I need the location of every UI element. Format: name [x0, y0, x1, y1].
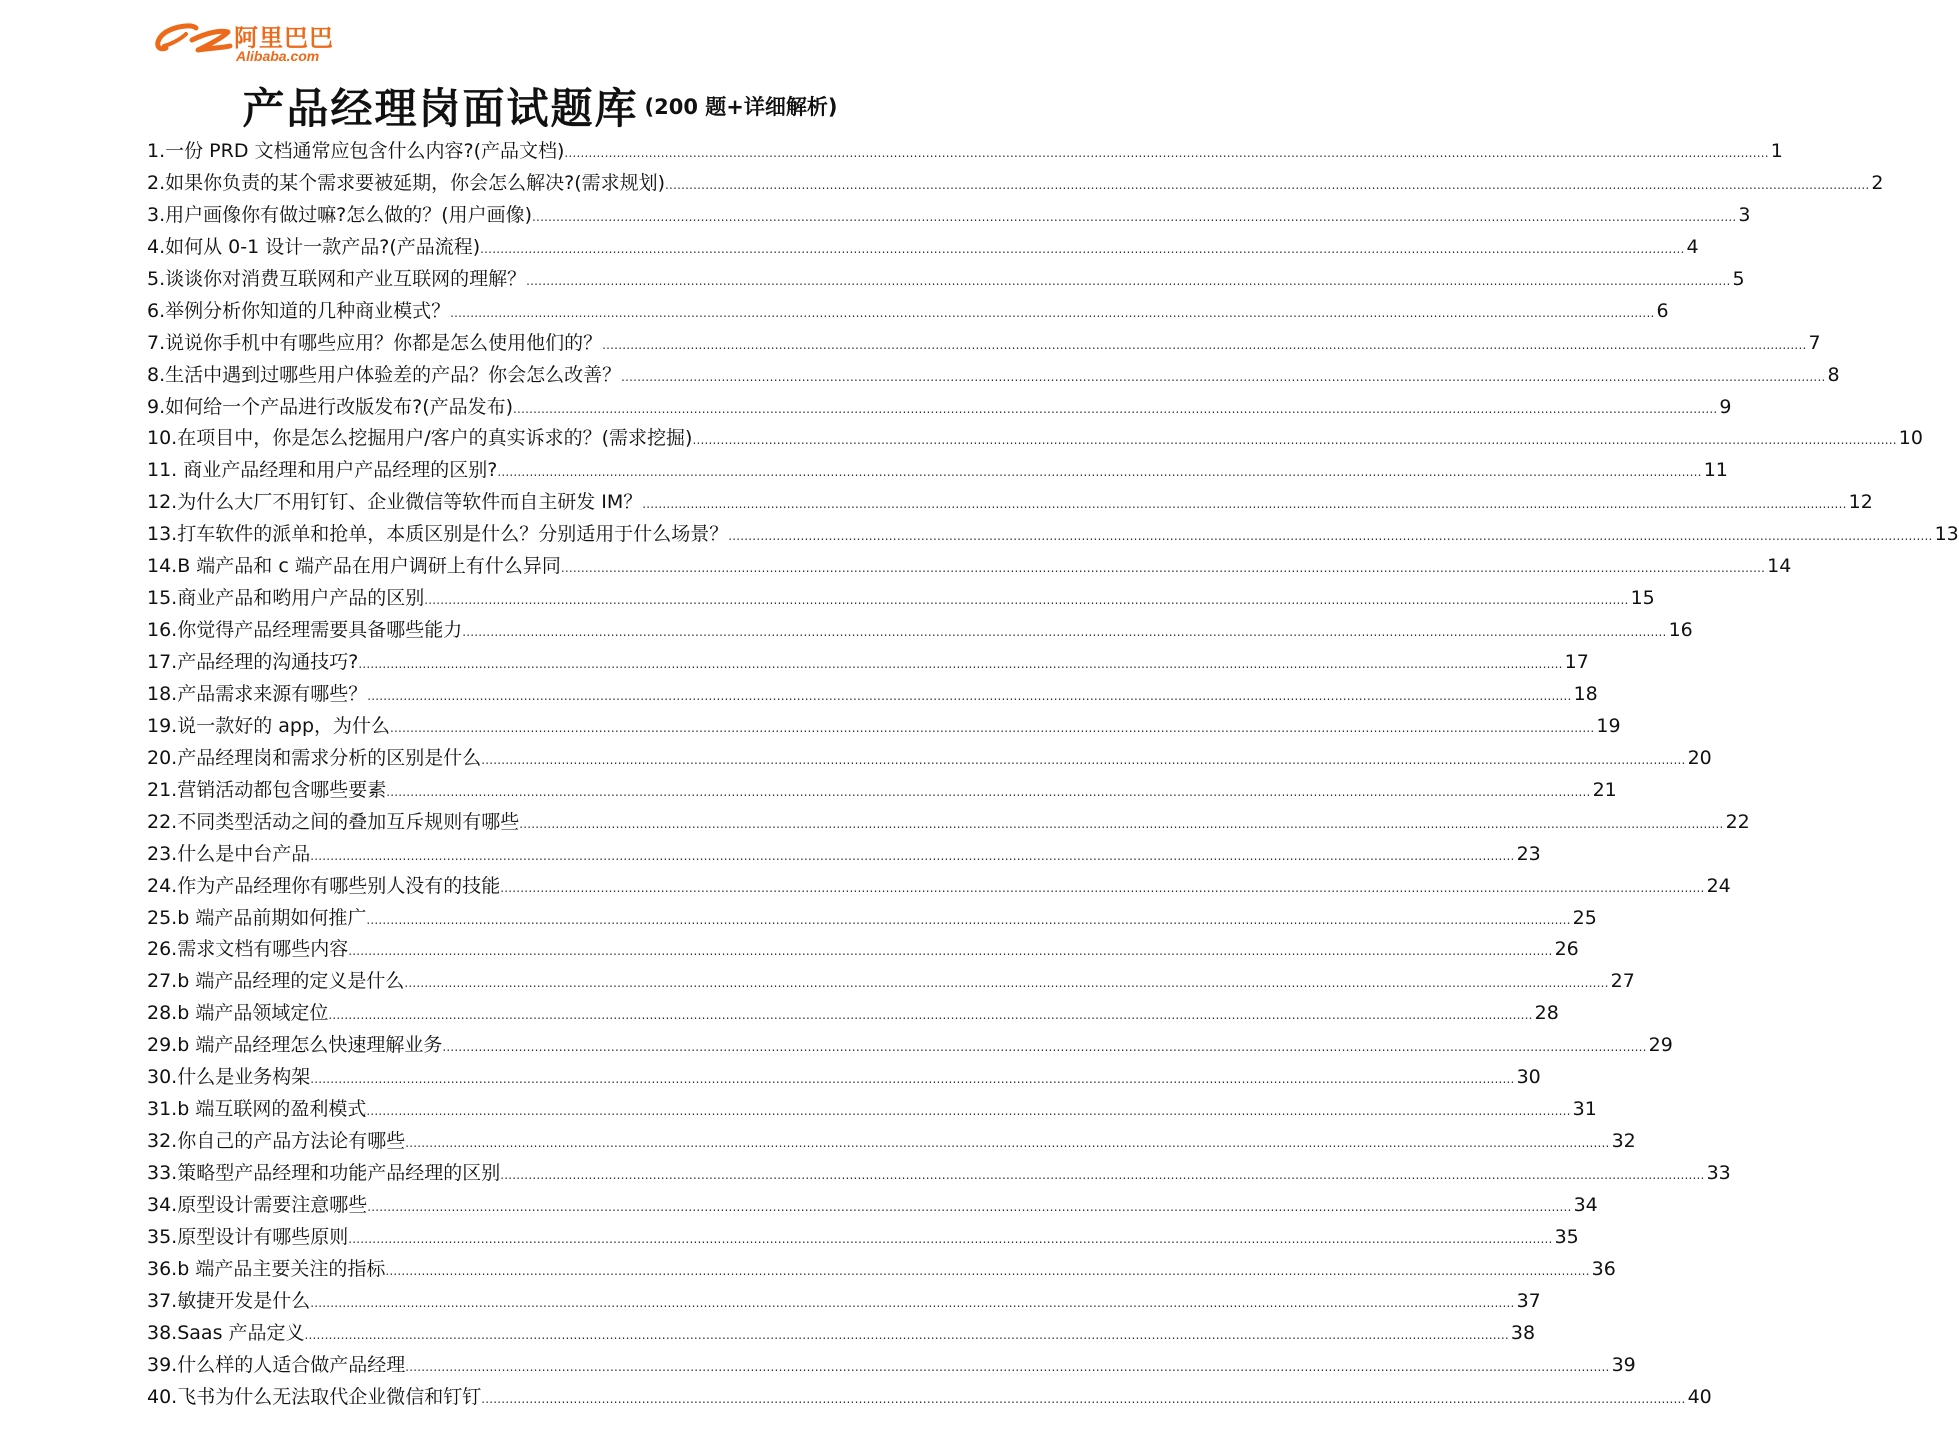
- toc-item-title: 2.如果你负责的某个需求要被延期，你会怎么解决?(需求规划): [147, 171, 666, 194]
- toc-item[interactable]: [147, 1030, 1673, 1062]
- toc-page-number: 31: [1572, 1098, 1597, 1121]
- toc-item[interactable]: [147, 1350, 1636, 1382]
- toc-dot-leader: ............................................................................................................................................................................................................................................................................................................: [692, 433, 1897, 448]
- toc-item-title: 4.如何从 0-1 设计一款产品?(产品流程): [147, 235, 481, 258]
- toc-item[interactable]: [147, 487, 1873, 519]
- toc-item[interactable]: [147, 679, 1598, 711]
- toc-item-title: 19.说一款好的 app，为什么: [147, 714, 391, 737]
- toc-dot-leader: ............................................................................................................................................................................................................................................................................................................: [367, 688, 1572, 703]
- toc-item-title: 24.作为产品经理你有哪些别人没有的技能: [147, 874, 501, 897]
- toc-item[interactable]: [147, 168, 1884, 200]
- toc-item-title: 8.生活中遇到过哪些用户体验差的产品？你会怎么改善？: [147, 363, 622, 386]
- toc-item-title: 35.原型设计有哪些原则: [147, 1225, 349, 1248]
- title-subtitle: (200 题+详细解析): [644, 95, 838, 119]
- toc-dot-leader: ............................................................................................................................................................................................................................................................................................................: [358, 657, 1563, 671]
- toc-item[interactable]: [147, 743, 1712, 775]
- toc-item[interactable]: [147, 966, 1635, 998]
- toc-item[interactable]: [147, 328, 1821, 360]
- toc-item[interactable]: [147, 1222, 1579, 1254]
- toc-page-number: 13: [1934, 523, 1959, 546]
- toc-page-number: 40: [1687, 1385, 1712, 1408]
- toc-page-number: 22: [1725, 810, 1750, 833]
- toc-item-title: 34.原型设计需要注意哪些: [147, 1193, 368, 1216]
- toc-dot-leader: ............................................................................................................................................................................................................................................................................................................: [348, 1231, 1553, 1246]
- toc-item-title: 22.不同类型活动之间的叠加互斥规则有哪些: [147, 810, 520, 833]
- toc-dot-leader: ............................................................................................................................................................................................................................................................................................................: [481, 752, 1686, 767]
- toc-item[interactable]: [147, 1254, 1616, 1286]
- toc-page-number: 5: [1732, 267, 1745, 290]
- toc-page-number: 18: [1573, 682, 1598, 705]
- toc-dot-leader: ............................................................................................................................................................................................................................................................................................................: [497, 465, 1702, 480]
- toc-dot-leader: ............................................................................................................................................................................................................................................................................................................: [481, 1391, 1686, 1406]
- toc-dot-leader: ............................................................................................................................................................................................................................................................................................................: [526, 273, 1731, 288]
- toc-item-title: 20.产品经理岗和需求分析的区别是什么: [147, 746, 482, 769]
- toc-item-title: 6.举例分析你知道的几种商业模式？: [147, 299, 451, 322]
- toc-dot-leader: ............................................................................................................................................................................................................................................................................................................: [424, 593, 1629, 608]
- toc-item-title: 3.用户画像你有做过嘛?怎么做的？(用户画像): [147, 203, 533, 226]
- toc-dot-leader: ............................................................................................................................................................................................................................................................................................................: [665, 177, 1870, 192]
- toc-item-title: 5.谈谈你对消费互联网和产业互联网的理解？: [147, 267, 527, 290]
- toc-item[interactable]: [147, 934, 1579, 966]
- toc-page-number: 38: [1510, 1321, 1536, 1344]
- toc-dot-leader: ............................................................................................................................................................................................................................................................................................................: [642, 497, 1847, 512]
- logo-name-cn: 阿里巴巴: [234, 24, 334, 52]
- toc-dot-leader: ............................................................................................................................................................................................................................................................................................................: [519, 816, 1724, 831]
- toc-item-title: 30.什么是业务构架: [147, 1066, 311, 1089]
- toc-item[interactable]: [147, 1158, 1731, 1190]
- toc-item[interactable]: [147, 455, 1728, 487]
- toc-item-title: 1.一份 PRD 文档通常应包含什么内容?(产品文档): [147, 140, 565, 162]
- toc-dot-leader: ............................................................................................................................................................................................................................................................................................................: [513, 401, 1718, 416]
- toc-item-title: 21.营销活动都包含哪些要素: [147, 778, 387, 801]
- toc-item[interactable]: [147, 615, 1693, 647]
- toc-dot-leader: ............................................................................................................................................................................................................................................................................................................: [405, 1136, 1610, 1151]
- toc-dot-leader: ............................................................................................................................................................................................................................................................................................................: [564, 146, 1769, 160]
- toc-item-title: 27.b 端产品经理的定义是什么: [147, 970, 405, 993]
- toc-item-title: 13.打车软件的派单和抢单，本质区别是什么？分别适用于什么场景？: [147, 523, 729, 546]
- toc-item-title: 38.Saas 产品定义: [147, 1321, 305, 1344]
- toc-item[interactable]: [147, 1318, 1536, 1350]
- toc-dot-leader: ............................................................................................................................................................................................................................................................................................................: [310, 1295, 1515, 1310]
- toc-item[interactable]: [147, 647, 1589, 679]
- toc-page-number: 27: [1610, 970, 1635, 993]
- toc-item-title: 37.敏捷开发是什么: [147, 1289, 311, 1312]
- toc-page-number: 29: [1648, 1034, 1673, 1057]
- toc-item[interactable]: [147, 360, 1840, 392]
- toc-item-title: 32.你自己的产品方法论有哪些: [147, 1130, 406, 1153]
- toc-item[interactable]: [147, 136, 1783, 168]
- toc-page-number: 26: [1554, 938, 1579, 961]
- toc-item[interactable]: [147, 296, 1669, 328]
- toc-page-number: 1: [1770, 140, 1783, 162]
- toc-page-number: 15: [1630, 587, 1655, 610]
- toc-item[interactable]: [147, 807, 1750, 839]
- toc-page-number: 30: [1516, 1066, 1541, 1089]
- toc-page-number: 21: [1592, 778, 1617, 801]
- toc-item-title: 31.b 端互联网的盈利模式: [147, 1098, 367, 1121]
- logo-name-en: Alibaba.com: [236, 48, 320, 64]
- toc-item[interactable]: [147, 1094, 1597, 1126]
- page-title: [0, 76, 1080, 136]
- toc-item[interactable]: [147, 839, 1541, 871]
- toc-dot-leader: ............................................................................................................................................................................................................................................................................................................: [500, 880, 1705, 895]
- alibaba-logo-icon: [152, 18, 232, 62]
- toc-dot-leader: ............................................................................................................................................................................................................................................................................................................: [728, 529, 1933, 544]
- toc-item[interactable]: [147, 551, 1792, 583]
- toc-dot-leader: ............................................................................................................................................................................................................................................................................................................: [621, 369, 1826, 384]
- toc-item-title: 33.策略型产品经理和功能产品经理的区别: [147, 1162, 501, 1184]
- toc-page-number: 23: [1516, 842, 1541, 865]
- toc-item[interactable]: [147, 775, 1617, 807]
- toc-item[interactable]: [147, 871, 1731, 903]
- toc-dot-leader: ............................................................................................................................................................................................................................................................................................................: [462, 625, 1667, 640]
- toc-dot-leader: ............................................................................................................................................................................................................................................................................................................: [602, 337, 1807, 352]
- toc-page-number: 17: [1564, 651, 1589, 673]
- toc-item-title: 9.如何给一个产品进行改版发布?(产品发布): [147, 395, 514, 418]
- toc-dot-leader: ............................................................................................................................................................................................................................................................................................................: [367, 1199, 1572, 1214]
- toc-item-title: 40.飞书为什么无法取代企业微信和钉钉: [147, 1385, 482, 1408]
- toc-page-number: 16: [1668, 619, 1693, 642]
- toc-item[interactable]: [147, 392, 1732, 424]
- toc-page-number: 14: [1767, 555, 1792, 578]
- toc-item-title: 25.b 端产品前期如何推广: [147, 906, 367, 929]
- toc-item[interactable]: [147, 200, 1751, 232]
- toc-dot-leader: ............................................................................................................................................................................................................................................................................................................: [390, 720, 1595, 735]
- toc-page-number: 25: [1572, 906, 1597, 929]
- toc-page-number: 2: [1871, 171, 1884, 194]
- toc-page-number: 32: [1611, 1130, 1636, 1153]
- toc-item[interactable]: [147, 1286, 1541, 1318]
- toc-item-title: 7.说说你手机中有哪些应用？你都是怎么使用他们的？: [147, 331, 603, 354]
- toc-page-number: 28: [1534, 1002, 1559, 1025]
- toc-page-number: 10: [1898, 427, 1923, 450]
- toc-page-number: 34: [1573, 1193, 1598, 1216]
- title-main: 产品经理岗面试题库: [242, 84, 639, 133]
- toc-item-title: 14.B 端产品和 c 端产品在用户调研上有什么异同: [147, 555, 561, 578]
- toc-page-number: 11: [1703, 459, 1728, 482]
- toc-item-title: 28.b 端产品领域定位: [147, 1002, 329, 1025]
- toc-page-number: 12: [1848, 491, 1873, 514]
- toc-item[interactable]: [147, 1062, 1541, 1094]
- toc-item-title: 18.产品需求来源有哪些？: [147, 682, 368, 705]
- toc-item[interactable]: [147, 232, 1699, 264]
- toc-item[interactable]: [147, 1382, 1712, 1414]
- toc-item[interactable]: [147, 1190, 1598, 1222]
- toc-page-number: 19: [1596, 714, 1621, 737]
- toc-item-title: 39.什么样的人适合做产品经理: [147, 1353, 406, 1376]
- toc-item-title: 15.商业产品和哟用户产品的区别: [147, 587, 425, 610]
- toc-item[interactable]: [147, 711, 1621, 743]
- toc-page-number: 37: [1516, 1289, 1541, 1312]
- toc-item-title: 29.b 端产品经理怎么快速理解业务: [147, 1034, 443, 1057]
- toc-page-number: 33: [1706, 1162, 1731, 1184]
- toc-item[interactable]: [147, 998, 1559, 1030]
- toc-dot-leader: ............................................................................................................................................................................................................................................................................................................: [450, 305, 1655, 320]
- toc-item-title: 11. 商业产品经理和用户产品经理的区别?: [147, 459, 498, 482]
- toc-dot-leader: ............................................................................................................................................................................................................................................................................................................: [442, 1040, 1647, 1055]
- toc-page-number: 39: [1611, 1353, 1636, 1376]
- toc-item-title: 26.需求文档有哪些内容: [147, 938, 349, 961]
- toc-dot-leader: ............................................................................................................................................................................................................................................................................................................: [560, 561, 1766, 576]
- toc-dot-leader: ............................................................................................................................................................................................................................................................................................................: [328, 1008, 1533, 1023]
- toc-page-number: 7: [1808, 331, 1821, 354]
- toc-page-number: 36: [1591, 1257, 1616, 1280]
- toc-item-title: 36.b 端产品主要关注的指标: [147, 1257, 386, 1280]
- toc-dot-leader: ............................................................................................................................................................................................................................................................................................................: [366, 1104, 1571, 1119]
- toc-dot-leader: ............................................................................................................................................................................................................................................................................................................: [366, 912, 1571, 927]
- toc-dot-leader: ............................................................................................................................................................................................................................................................................................................: [404, 976, 1609, 991]
- toc-page-number: 8: [1827, 363, 1840, 386]
- toc-item[interactable]: [147, 423, 1923, 455]
- toc-item-title: 12.为什么大厂不用钉钉、企业微信等软件而自主研发 IM？: [147, 491, 643, 514]
- toc-dot-leader: ............................................................................................................................................................................................................................................................................................................: [385, 1263, 1590, 1278]
- toc-page-number: 9: [1719, 395, 1732, 418]
- alibaba-logo: [152, 18, 352, 62]
- toc-page-number: 24: [1706, 874, 1731, 897]
- toc-page-number: 20: [1687, 746, 1712, 769]
- toc-page-number: 35: [1554, 1225, 1579, 1248]
- toc-dot-leader: ............................................................................................................................................................................................................................................................................................................: [348, 944, 1553, 959]
- toc-item[interactable]: [147, 264, 1745, 296]
- toc-dot-leader: ............................................................................................................................................................................................................................................................................................................: [500, 1168, 1705, 1182]
- toc-item[interactable]: [147, 903, 1597, 935]
- toc-dot-leader: ............................................................................................................................................................................................................................................................................................................: [386, 784, 1591, 799]
- toc-page-number: 6: [1656, 299, 1669, 322]
- toc-item[interactable]: [147, 519, 1959, 551]
- toc-page-number: 4: [1686, 235, 1699, 258]
- toc-dot-leader: ............................................................................................................................................................................................................................................................................................................: [405, 1359, 1610, 1374]
- toc-page-number: 3: [1738, 203, 1751, 226]
- toc-item-title: 17.产品经理的沟通技巧?: [147, 651, 359, 673]
- toc-dot-leader: ............................................................................................................................................................................................................................................................................................................: [310, 1072, 1515, 1087]
- toc-item[interactable]: [147, 583, 1655, 615]
- toc-dot-leader: ............................................................................................................................................................................................................................................................................................................: [304, 1327, 1509, 1342]
- toc-dot-leader: ............................................................................................................................................................................................................................................................................................................: [480, 241, 1685, 256]
- toc-item-title: 16.你觉得产品经理需要具备哪些能力: [147, 619, 463, 642]
- toc-dot-leader: ............................................................................................................................................................................................................................................................................................................: [310, 848, 1515, 863]
- toc-item-title: 10.在项目中，你是怎么挖掘用户/客户的真实诉求的？(需求挖掘): [147, 427, 693, 450]
- table-of-contents: [147, 136, 1959, 1414]
- toc-item-title: 23.什么是中台产品: [147, 842, 311, 865]
- toc-dot-leader: ............................................................................................................................................................................................................................................................................................................: [532, 209, 1737, 224]
- toc-item[interactable]: [147, 1126, 1636, 1158]
